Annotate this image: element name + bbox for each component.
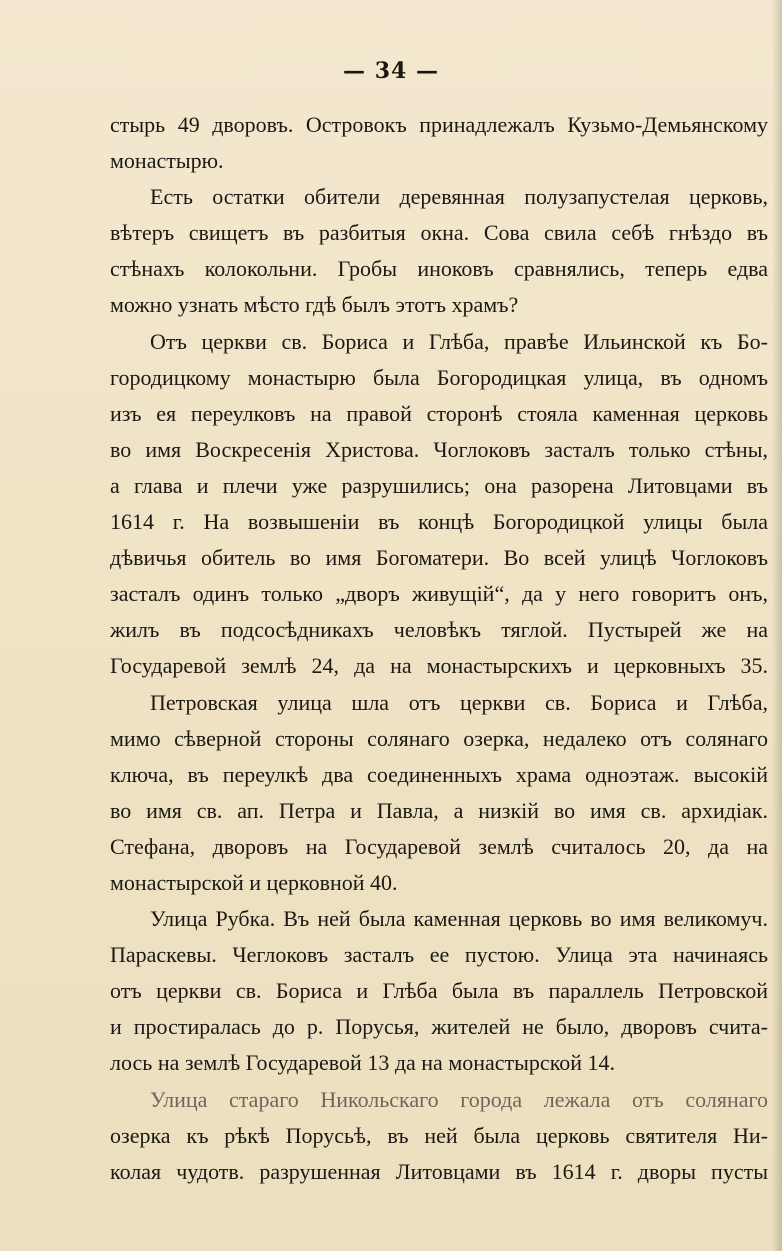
text-line: колая чудотв. разрушенная Литовцами въ 1614 г. дворы пусты bbox=[110, 1158, 768, 1184]
text-line: во имя Воскресенія Христова. Чоглоковъ засталъ только стѣны, bbox=[110, 436, 768, 462]
text-line: отъ церкви св. Бориса и Глѣба была въ параллель Петровской bbox=[110, 978, 768, 1004]
text-line: во имя св. ап. Петра и Павла, а низкій во имя св. архидіак. bbox=[110, 797, 768, 823]
text-line: стырь 49 дворовъ. Островокъ принадлежалъ Кузьмо-Демьянскому bbox=[110, 112, 768, 137]
text-line: Государевой землѣ 24, да на монастырскихъ и церковныхъ 35. bbox=[110, 653, 768, 679]
text-line: монастырской и церковной 40. bbox=[110, 869, 398, 895]
text-line: стѣнахъ колокольни. Гробы иноковъ сравнялись, теперь едва bbox=[110, 256, 768, 282]
text-line: Улица Рубка. Въ ней была каменная церковь во имя великомуч. bbox=[150, 906, 768, 932]
text-line: Отъ церкви св. Бориса и Глѣба, правѣе Ильинской къ Бо- bbox=[150, 328, 768, 354]
text-line: изъ ея переулковъ на правой сторонѣ стояла каменная церковь bbox=[110, 400, 768, 426]
page-edge-shadow bbox=[772, 0, 782, 1251]
text-line: вѣтеръ свищетъ въ разбитыя окна. Сова свила себѣ гнѣздо въ bbox=[110, 220, 768, 246]
text-line: озерка къ рѣкѣ Порусьѣ, въ ней была церковь святителя Ни- bbox=[110, 1122, 768, 1148]
text-line: а глава и плечи уже разрушились; она разорена Литовцами въ bbox=[110, 472, 768, 498]
text-line: засталъ одинъ только „дворъ живущій“, да у него говоритъ онъ, bbox=[110, 581, 768, 607]
text-line: жилъ въ подсосѣдникахъ человѣкъ тяглой. Пустырей же на bbox=[110, 617, 768, 643]
text-line: ключа, въ переулкѣ два соединенныхъ храма одноэтаж. высокій bbox=[110, 761, 768, 787]
text-line: и простиралась до р. Порусья, жителей не было, дворовъ счита- bbox=[110, 1014, 768, 1040]
text-line: 1614 г. На возвышеніи въ концѣ Богородицкой улицы была bbox=[110, 509, 768, 535]
text-line: Есть остатки обители деревянная полузапустелая церковь, bbox=[150, 184, 768, 210]
text-line: Улица стараго Никольскаго города лежала отъ солянаго bbox=[150, 1086, 768, 1112]
text-line: дѣвичья обитель во имя Богоматери. Во всей улицѣ Чоглоковъ bbox=[110, 545, 768, 571]
text-line: мимо сѣверной стороны солянаго озерка, недалеко отъ солянаго bbox=[110, 725, 768, 751]
text-line: лось на землѣ Государевой 13 да на монастырской 14. bbox=[110, 1050, 616, 1076]
text-line: монастырю. bbox=[110, 148, 224, 174]
text-line: можно узнать мѣсто гдѣ былъ этотъ храмъ? bbox=[110, 292, 519, 318]
body-text bbox=[110, 107, 768, 1190]
text-line: городицкому монастырю была Богородицкая улица, въ одномъ bbox=[110, 364, 768, 390]
page-number: — 34 — bbox=[343, 58, 439, 84]
text-line: Петровская улица шла отъ церкви св. Бориса и Глѣба, bbox=[150, 689, 768, 715]
text-line: Параскевы. Чеглоковъ засталъ ее пустою. Улица эта начинаясь bbox=[110, 942, 768, 968]
text-line: Стефана, дворовъ на Государевой землѣ считалось 20, да на bbox=[110, 833, 768, 859]
